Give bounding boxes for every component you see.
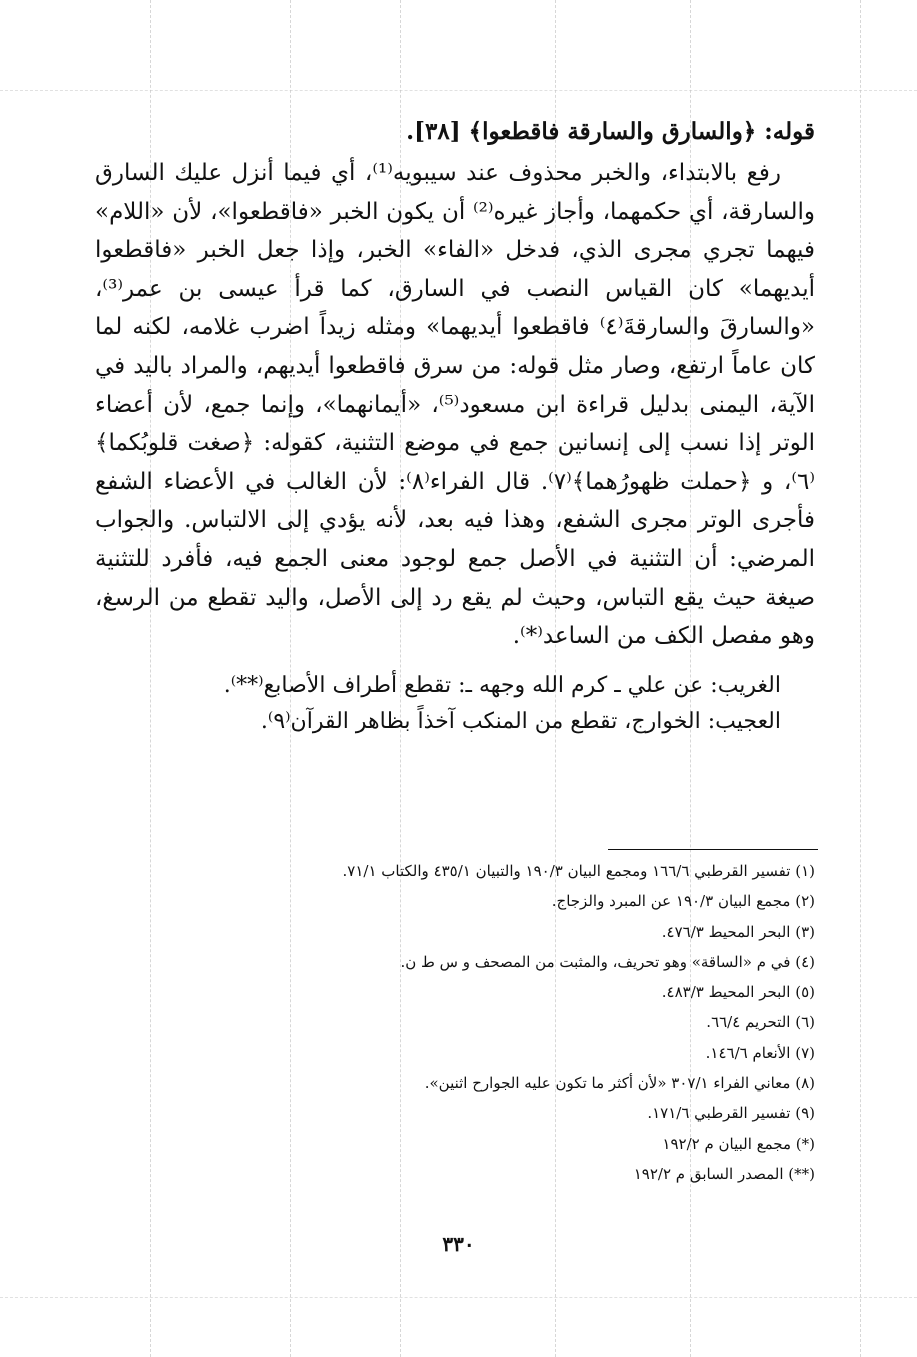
footnote-item: (٣) البحر المحيط ٤٧٦/٣. — [661, 922, 815, 941]
footnote-item: (٥) البحر المحيط ٤٨٣/٣. — [661, 983, 815, 1002]
note-gharib: الغريب: عن علي ـ كرم الله وجهه ـ: تقطع أطراف الأصابع⁽**⁾. — [223, 672, 781, 698]
footnote-item: (٨) معاني الفراء ٣٠٧/١ «لأن أكثر ما تكون عليه الجوارح اثنين». — [424, 1074, 815, 1093]
verse-heading: قوله: ﴿والسارق والسارقة فاقطعوا﴾ [٣٨]. — [406, 118, 815, 145]
page-number: ٣٣٠ — [442, 1232, 475, 1256]
footnote-item: (**) المصدر السابق م ١٩٢/٢ — [633, 1164, 815, 1183]
guide-line — [0, 90, 917, 91]
footnote-item: (*) مجمع البيان م ١٩٢/٢ — [662, 1134, 815, 1153]
commentary-body — [95, 154, 815, 656]
page-content — [95, 112, 815, 740]
footnote-item: (٩) تفسير القرطبي ١٧١/٦. — [647, 1104, 815, 1123]
footnote-item: (٢) مجمع البيان ١٩٠/٣ عن المبرد والزجاج. — [551, 892, 815, 911]
footnote-item: (٦) التحريم ٦٦/٤. — [706, 1013, 815, 1032]
footnote-item: (١) تفسير القرطبي ١٦٦/٦ ومجمع البيان ١٩٠/٣ والتبيان ٤٣٥/١ والكتاب ٧١/١. — [342, 862, 815, 880]
commentary-paragraph: رفع بالابتداء، والخبر محذوف عند سيبويه⁽¹⁾، أي فيما أنزل عليك السارق والسارقة، أي حكمهما، وأجاز غيره⁽²⁾ أن يكون الخبر «فاقطعوا»، لأن «اللام» فيهما تجري مجرى الذي، فدخل «الفاء» الخبر، وإذا جعل الخبر «فاقطعوا أيديهما» كان القياس النصب في السارق، كما قرأ عيسى بن عمر⁽³⁾، «والسارقَ والسارقةَ⁽٤⁾ فاقطعوا أيديهما» ومثله زيداً اضرب غلامه، لكنه لما كان عاماً ارتفع، وصار مثل قوله: من سرق فاقطعوا أيديهم، والمراد باليد في الآية، اليمنى بدليل قراءة ابن مسعود⁽⁵⁾، «أيمانهما»، وإنما جمع، لأن أعضاء الوتر إذا نسب إلى إنسانين جمع في موضع التثنية، كقوله: ﴿صغت قلوبُكما﴾⁽٦⁾، و ﴿حملت ظهورُهما﴾⁽٧⁾. قال الفراء⁽٨⁾: لأن الغالب في الأعضاء الشفع فأجرى الوتر مجرى الشفع، وهذا فيه بعد، لأنه يؤدي إلى الالتباس. والجواب المرضي: أن التثنية في الأصل جمع لوجود معنى الجمع فيه، فأفرد للتثنية صيغة حيث يقع التباس، وحيث لم يقع رد إلى الأصل، واليد تقطع من الرسغ، وهو مفصل الكف من الساعد⁽*⁾. — [95, 160, 816, 650]
footnote-item: (٤) في م «الساقة» وهو تحريف، والمثبت من المصحف و س ط ن. — [400, 952, 815, 971]
guide-line — [860, 0, 861, 1357]
notes-block — [95, 668, 815, 740]
footnote-separator — [608, 849, 818, 850]
footnote-item: (٧) الأنعام ١٤٦/٦. — [705, 1043, 815, 1062]
footnotes — [125, 856, 815, 1189]
guide-line — [0, 1297, 917, 1298]
note-ajib: العجيب: الخوارج، تقطع من المنكب آخذاً بظاهر القرآن⁽٩⁾. — [260, 708, 781, 734]
